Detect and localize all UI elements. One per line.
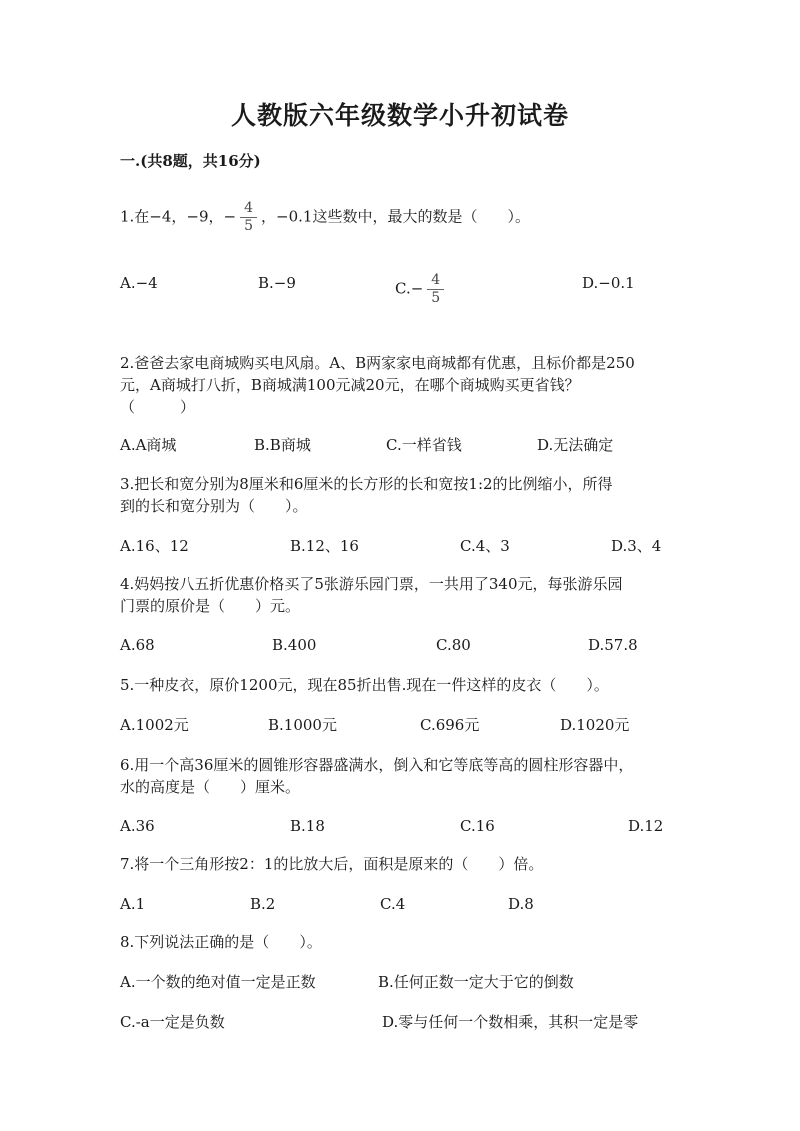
q6-option-d: D.12 — [628, 817, 664, 835]
question-1-text-end: ，−0.1这些数中，最大的数是（ ）。 — [261, 207, 530, 226]
q8-option-d: D.零与任何一个数相乘，其积一定是零 — [382, 1013, 639, 1031]
q4-option-d: D.57.8 — [588, 636, 638, 654]
question-8-line-1: 8.下列说法正确的是（ ）。 — [120, 933, 322, 951]
q2-option-b: B.B商城 — [254, 436, 311, 454]
q4-option-c: C.80 — [436, 636, 471, 654]
page-title: 人教版六年级数学小升初试卷 — [230, 101, 569, 130]
question-1-text-start: 1.在−4，−9，− — [120, 207, 237, 226]
question-2-line-1: 2.爸爸去家电商城购买电风扇。A、B两家家电商城都有优惠，且标价都是250 — [120, 354, 635, 372]
question-6-line-2: 水的高度是（ ）厘米。 — [120, 778, 301, 796]
fraction-four-fifths — [240, 200, 257, 235]
q1-option-c-label: C.− — [395, 279, 424, 298]
q3-option-a: A.16、12 — [120, 537, 189, 555]
q8-option-b: B.任何正数一定大于它的倒数 — [378, 973, 574, 991]
fraction-denominator: 5 — [431, 290, 441, 306]
q7-option-c: C.4 — [380, 895, 406, 913]
q6-option-a: A.36 — [120, 817, 155, 835]
q3-option-c: C.4、3 — [460, 537, 510, 555]
q8-option-a: A.一个数的绝对值一定是正数 — [120, 973, 316, 991]
q1-option-c — [395, 272, 448, 307]
section-heading: 一.(共8题，共16分) — [120, 152, 261, 170]
question-2-line-2: 元，A商城打八折，B商城满100元减20元，在哪个商城购买更省钱？ — [120, 376, 580, 394]
q6-option-b: B.18 — [290, 817, 325, 835]
question-7-line-1: 7.将一个三角形按2：1的比放大后，面积是原来的（ ）倍。 — [120, 855, 544, 873]
q2-option-a: A.A商城 — [120, 436, 177, 454]
q5-option-b: B.1000元 — [268, 716, 337, 734]
q3-option-d: D.3、4 — [611, 537, 662, 555]
q5-option-d: D.1020元 — [560, 716, 630, 734]
q1-option-a: A.−4 — [120, 274, 158, 292]
q1-option-b: B.−9 — [258, 274, 296, 292]
q4-option-a: A.68 — [120, 636, 155, 654]
fraction-numerator: 4 — [240, 200, 257, 218]
q8-option-c: C.-a一定是负数 — [120, 1013, 225, 1031]
q4-option-b: B.400 — [272, 636, 317, 654]
fraction-numerator: 4 — [427, 272, 444, 290]
question-6-line-1: 6.用一个高36厘米的圆锥形容器盛满水，倒入和它等底等高的圆柱形容器中， — [120, 756, 634, 774]
fraction-four-fifths — [427, 272, 444, 307]
q7-option-a: A.1 — [120, 895, 146, 913]
question-4-line-1: 4.妈妈按八五折优惠价格买了5张游乐园门票，一共用了340元，每张游乐园 — [120, 575, 623, 593]
question-3-line-1: 3.把长和宽分别为8厘米和6厘米的长方形的长和宽按1:2的比例缩小，所得 — [120, 475, 613, 493]
q1-option-d: D.−0.1 — [582, 274, 635, 292]
q7-option-d: D.8 — [508, 895, 534, 913]
q2-option-d: D.无法确定 — [537, 436, 614, 454]
q5-option-a: A.1002元 — [120, 716, 189, 734]
q3-option-b: B.12、16 — [290, 537, 359, 555]
q2-option-c: C.一样省钱 — [386, 436, 462, 454]
question-3-line-2: 到的长和宽分别为（ ）。 — [120, 497, 308, 515]
question-2-line-3: （ ） — [120, 398, 196, 416]
question-4-line-2: 门票的原价是（ ）元。 — [120, 597, 301, 615]
question-1 — [120, 200, 530, 235]
q6-option-c: C.16 — [460, 817, 495, 835]
question-5-line-1: 5.一种皮衣，原价1200元，现在85折出售.现在一件这样的皮衣（ ）。 — [120, 676, 609, 694]
fraction-denominator: 5 — [244, 218, 254, 234]
q7-option-b: B.2 — [250, 895, 276, 913]
q5-option-c: C.696元 — [420, 716, 480, 734]
